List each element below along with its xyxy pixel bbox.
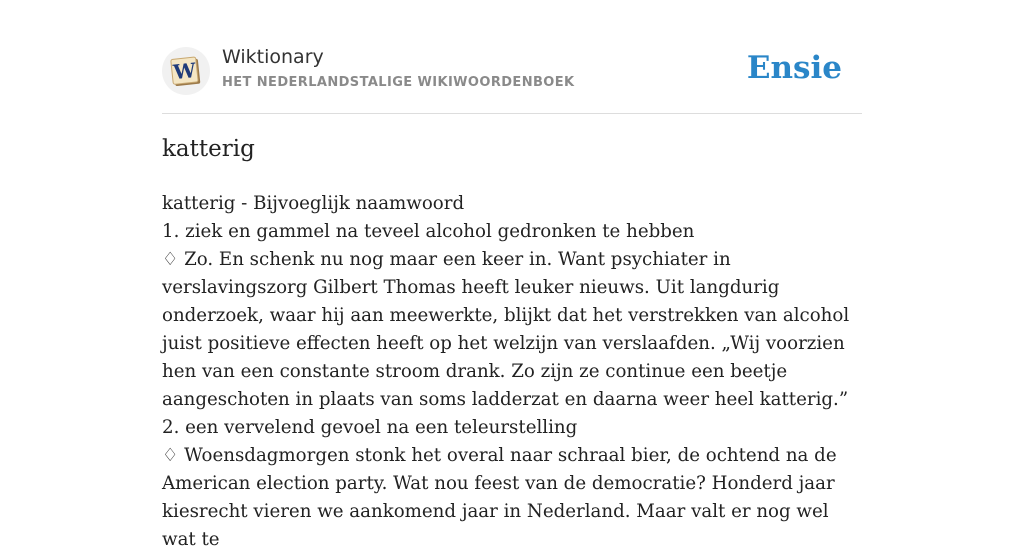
header-divider [162, 113, 862, 114]
site-name[interactable]: Wiktionary [222, 46, 324, 68]
definition-1: 1. ziek en gammel na teveel alcohol gedronken te hebben [162, 221, 695, 242]
site-tagline: HET NEDERLANDSTALIGE WIKIWOORDENBOEK [222, 75, 575, 90]
definition-2: 2. een vervelend gevoel na een teleurstelling [162, 417, 578, 438]
logo-letter: W [172, 58, 197, 85]
example-2: ♢ Woensdagmorgen stonk het overal naar schraal bier, de ochtend na de American election party. Wat nou feest van de democratie? Honderd jaar kiesrecht vieren we aankomend jaar in Nederland. Maar valt er nog wel wat te [162, 445, 837, 550]
entry-title: katterig [162, 136, 255, 162]
wiktionary-logo-icon [162, 47, 210, 95]
ensie-link[interactable]: Ensie [746, 50, 842, 86]
site-header [162, 44, 862, 98]
example-1: ♢ Zo. En schenk nu nog maar een keer in. Want psychiater in verslavingszorg Gilbert Thomas heeft leuker nieuws. Uit langdurig onderzoek, waar hij aan meewerkte, blijkt dat het verstrekken van alcohol juist positieve effecten heeft op het welzijn van verslaafden. „Wij voorzien hen van een constante stroom drank. Zo zijn ze continue een beetje aangeschoten in plaats van soms ladderzat en daarna weer heel katterig.” [162, 249, 850, 410]
wiktionary-logo[interactable] [162, 47, 210, 95]
entry-heading-line: katterig - Bijvoeglijk naamwoord [162, 193, 465, 214]
entry-body [162, 190, 862, 554]
